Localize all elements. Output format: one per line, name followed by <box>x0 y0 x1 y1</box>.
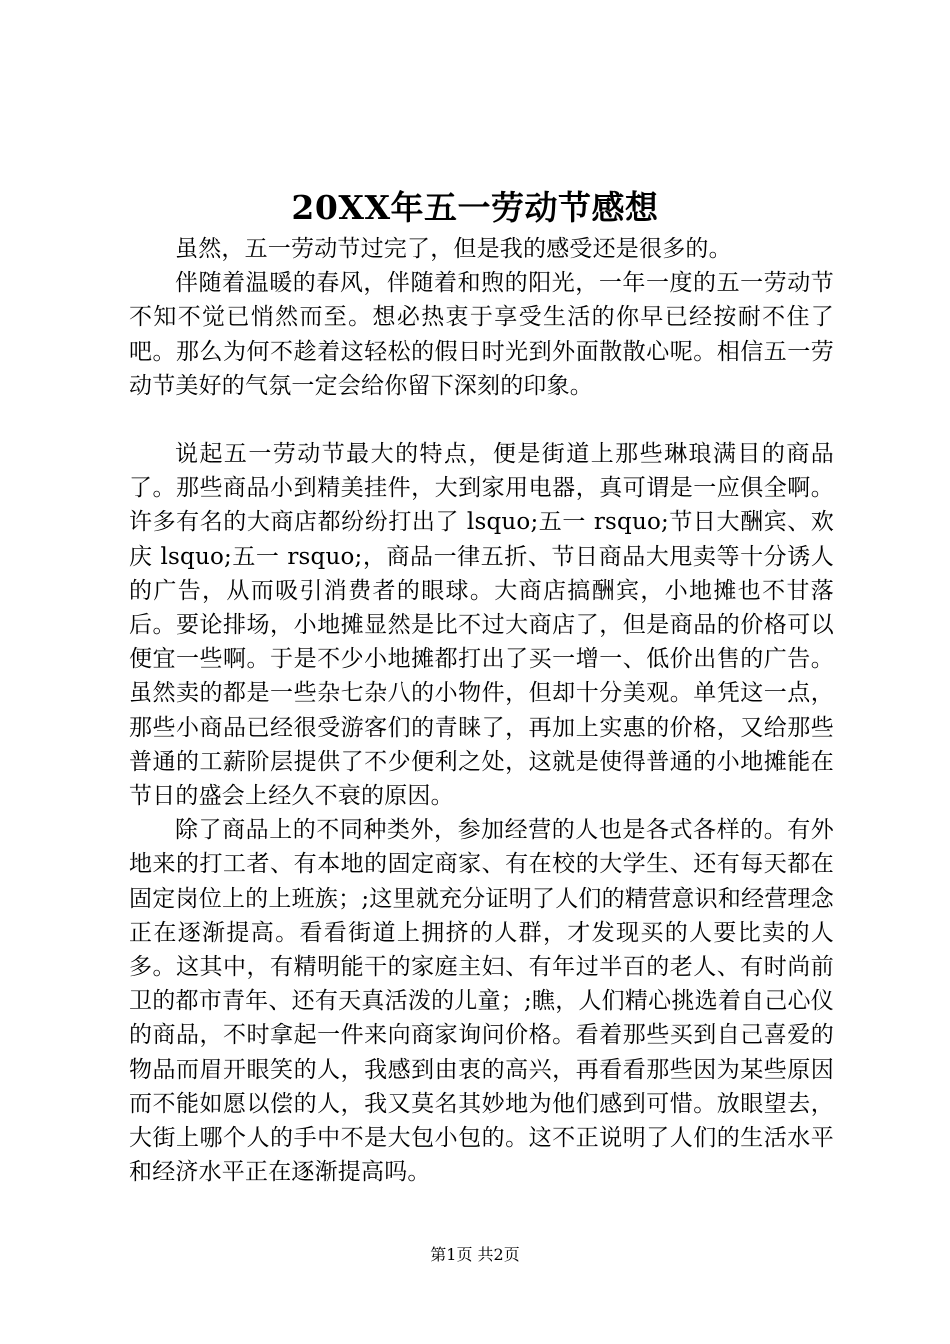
paragraph-people: 除了商品上的不同种类外，参加经营的人也是各式各样的。有外地来的打工者、有本地的固定商家、有在校的大学生、还有每天都在固定岗位上的上班族；;这里就充分证明了人们的精营意识和经营理念正在逐渐提高。看看街道上拥挤的人群，才发现买的人要比卖的人多。这其中，有精明能干的家庭主妇、有年过半百的老人、有时尚前卫的都市青年、还有天真活泼的儿童；;瞧，人们精心挑选着自己心仪的商品，不时拿起一件来向商家询问价格。看着那些买到自己喜爱的物品而眉开眼笑的人，我感到由衷的高兴，再看看那些因为某些原因而不能如愿以偿的人，我又莫名其妙地为他们感到可惜。放眼望去，大街上哪个人的手中不是大包小包的。这不正说明了人们的生活水平和经济水平正在逐渐提高吗。 <box>129 817 834 1186</box>
paragraph-goods: 说起五一劳动节最大的特点，便是街道上那些琳琅满目的商品了。那些商品小到精美挂件，大到家用电器，真可谓是一应俱全啊。许多有名的大商店都纷纷打出了 lsquo;五一 rsquo;节日大酬宾、欢庆 lsquo;五一 rsquo;，商品一律五折、节日商品大甩卖等十分诱人的广告，从而吸引消费者的眼球。大商店搞酬宾，小地摊也不甘落后。要论排场，小地摊显然是比不过大商店了，但是商品的价格可以便宜一些啊。于是不少小地摊都打出了买一增一、低价出售的广告。虽然卖的都是一些杂七杂八的小物件，但却十分美观。单凭这一点，那些小商品已经很受游客们的青睐了，再加上实惠的价格，又给那些普通的工薪阶层提供了不少便利之处，这就是使得普通的小地摊能在节日的盛会上经久不衰的原因。 <box>129 441 834 810</box>
document-body <box>129 232 834 1189</box>
document-title: 20XX年五一劳动节感想 <box>291 188 659 227</box>
paragraph-spring: 伴随着温暖的春风，伴随着和煦的阳光，一年一度的五一劳动节不知不觉已悄然而至。想必热衷于享受生活的你早已经按耐不住了吧。那么为何不趁着这轻松的假日时光到外面散散心呢。相信五一劳动节美好的气氛一定会给你留下深刻的印象。 <box>129 270 834 399</box>
paragraph-intro: 虽然，五一劳动节过完了，但是我的感受还是很多的。 <box>175 236 732 262</box>
page-footer: 第1页 共2页 <box>430 1245 520 1264</box>
